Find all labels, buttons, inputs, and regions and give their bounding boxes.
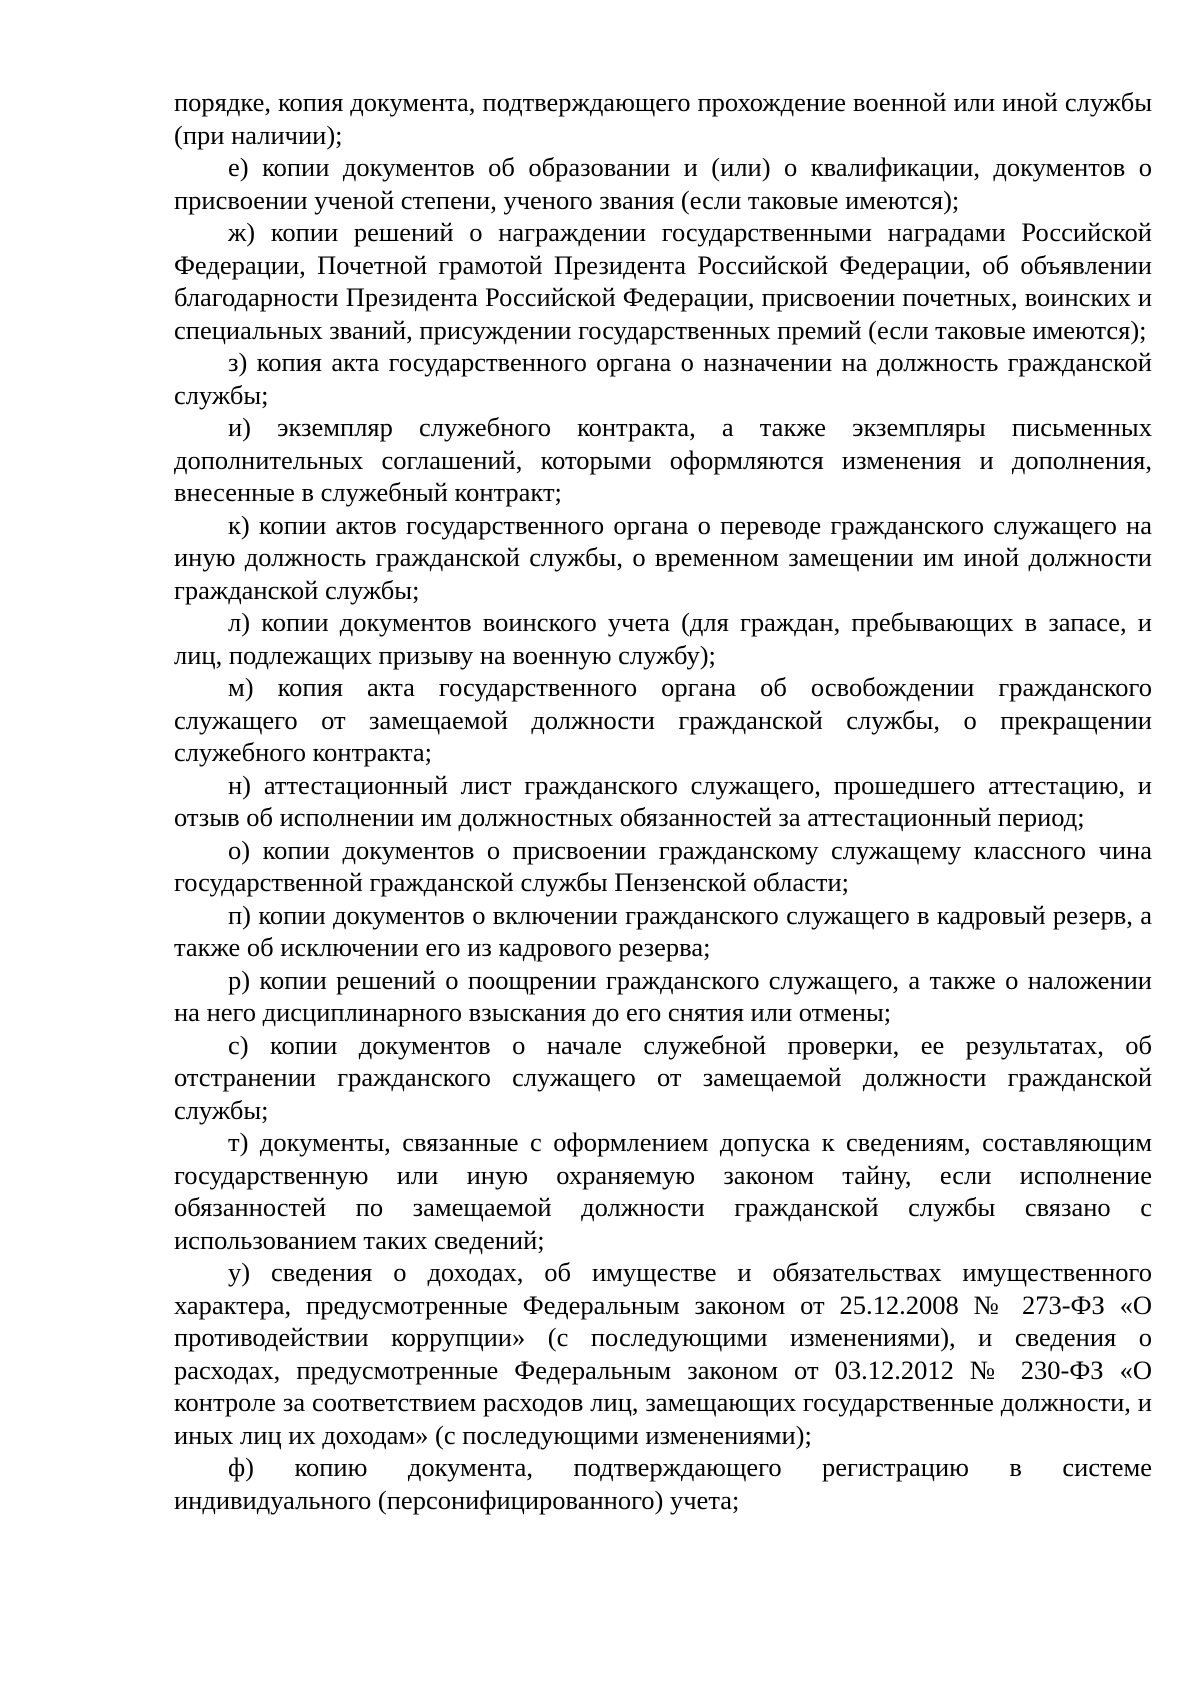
paragraph-item-k: к) копии актов государственного органа о переводе гражданского служащего на иную должность гражданской службы, о временном замещении им иной должности гражданской службы;: [174, 509, 1152, 605]
paragraph-item-t: т) документы, связанные с оформлением допуска к сведениям, составляющим государственную или иную охраняемую законом тайну, если исполнение обязанностей по замещаемой должности гражданской службы связано с использованием таких сведений;: [174, 1127, 1152, 1255]
paragraph-item-l: л) копии документов воинского учета (для граждан, пребывающих в запасе, и лиц, подлежащих призыву на военную службу);: [174, 607, 1152, 670]
paragraph-item-f: ф) копию документа, подтверждающего регистрацию в системе индивидуального (персонифицированного) учета;: [174, 1452, 1152, 1515]
paragraph-continuation: порядке, копия документа, подтверждающего прохождение военной или иной службы (при наличии);: [174, 87, 1152, 150]
paragraph-item-z: з) копия акта государственного органа о назначении на должность гражданской службы;: [174, 347, 1152, 410]
paragraph-item-o: о) копии документов о присвоении гражданскому служащему классного чина государственной гражданской службы Пензенской области;: [174, 834, 1152, 897]
paragraph-item-m: м) копия акта государственного органа об освобождении гражданского служащего от замещаемой должности гражданской службы, о прекращении служебного контракта;: [174, 672, 1152, 767]
paragraph-item-zh: ж) копии решений о награждении государственными наградами Российской Федерации, Почетной грамотой Президента Российской Федерации, об объявлении благодарности Президента Российской Федерации, присвоении почетных, воинских и специальных званий, присуждении государственных премий (если таковые имеются);: [174, 217, 1152, 345]
paragraph-item-n: н) аттестационный лист гражданского служащего, прошедшего аттестацию, и отзыв об исполнении им должностных обязанностей за аттестационный период;: [174, 769, 1152, 832]
paragraph-item-u: у) сведения о доходах, об имуществе и обязательствах имущественного характера, предусмотренные Федеральным законом от 25.12.2008 № 273-ФЗ «О противодействии коррупции» (с последующими изменениями), и сведения о расходах, предусмотренные Федеральным законом от 03.12.2012 № 230-ФЗ «О контроле за соответствием расходов лиц, замещающих государственные должности, и иных лиц их доходам» (с последующими изменениями);: [174, 1257, 1152, 1450]
document-page: [174, 86, 1152, 1516]
paragraph-item-r: р) копии решений о поощрении гражданского служащего, а также о наложении на него дисциплинарного взыскания до его снятия или отмены;: [174, 964, 1152, 1027]
paragraph-item-e: е) копии документов об образовании и (или) о квалификации, документов о присвоении ученой степени, ученого звания (если таковые имеются);: [174, 152, 1152, 215]
paragraph-item-p: п) копии документов о включении гражданского служащего в кадровый резерв, а также об исключении его из кадрового резерва;: [174, 899, 1152, 962]
paragraph-item-i: и) экземпляр служебного контракта, а также экземпляры письменных дополнительных соглашений, которыми оформляются изменения и дополнения, внесенные в служебный контракт;: [174, 412, 1152, 507]
paragraph-item-s: с) копии документов о начале служебной проверки, ее результатах, об отстранении гражданского служащего от замещаемой должности гражданской службы;: [174, 1029, 1152, 1125]
